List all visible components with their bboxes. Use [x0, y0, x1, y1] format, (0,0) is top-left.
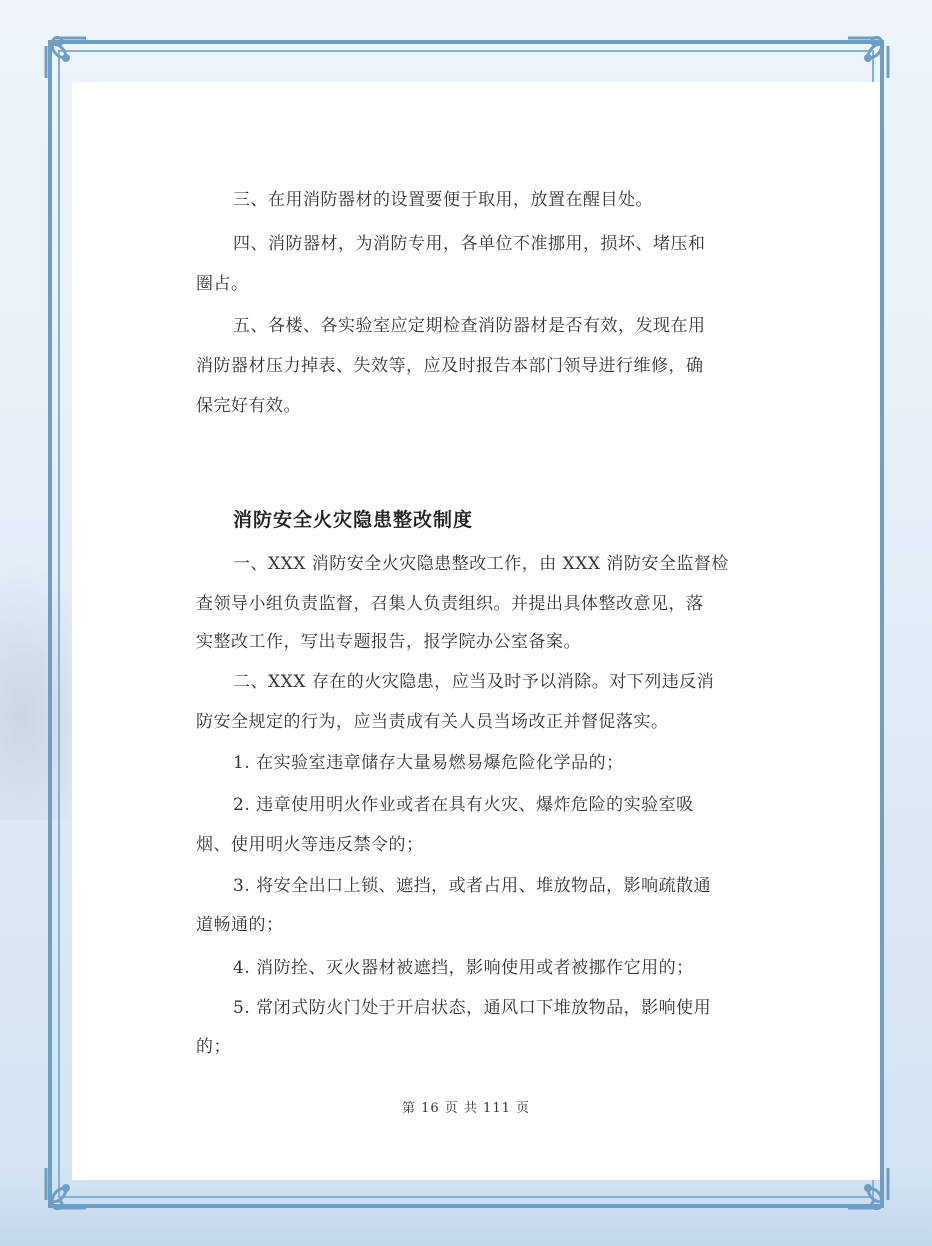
section-line: 查领导小组负责监督，召集人负责组织。并提出具体整改意见，落: [196, 594, 704, 614]
section-line: 烟、使用明火等违反禁令的；: [196, 835, 424, 855]
corner-ornament-icon: [40, 32, 92, 84]
section-line: 防安全规定的行为，应当责成有关人员当场改正并督促落实。: [196, 712, 669, 732]
paragraph-line: 五、各楼、各实验室应定期检查消防器材是否有效，发现在用: [233, 316, 706, 336]
corner-ornament-icon: [842, 32, 894, 84]
paragraph-line: 消防器材压力掉表、失效等，应及时报告本部门领导进行维修，确: [196, 356, 704, 376]
section-line: 2. 违章使用明火作业或者在具有火灾、爆炸危险的实验室吸: [233, 795, 694, 815]
section-line: 3. 将安全出口上锁、遮挡，或者占用、堆放物品，影响疏散通: [233, 876, 712, 896]
section-line: 5. 常闭式防火门处于开启状态，通风口下堆放物品，影响使用: [233, 998, 712, 1018]
section-line: 实整改工作，写出专题报告，报学院办公室备案。: [196, 632, 581, 652]
paragraph-line: 圈占。: [196, 274, 249, 294]
section-line: 道畅通的；: [196, 915, 284, 935]
paragraph-line: 保完好有效。: [196, 396, 301, 416]
section-line: 一、XXX 消防安全火灾隐患整改工作，由 XXX 消防安全监督检: [233, 554, 729, 574]
section-title: 消防安全火灾隐患整改制度: [233, 509, 474, 531]
section-line: 二、XXX 存在的火灾隐患，应当及时予以消除。对下列违反消: [233, 672, 715, 692]
page-footer: 第 16 页 共 111 页: [401, 1101, 531, 1116]
section-line: 4. 消防拴、灭火器材被遮挡，影响使用或者被挪作它用的；: [233, 958, 694, 978]
section-line: 1. 在实验室违章储存大量易燃易爆危险化学品的；: [233, 753, 624, 773]
paragraph-line: 三、在用消防器材的设置要便于取用，放置在醒目处。: [233, 190, 653, 210]
section-line: 的；: [196, 1037, 231, 1057]
paragraph-line: 四、消防器材，为消防专用，各单位不准挪用，损坏、堵压和: [233, 234, 706, 254]
